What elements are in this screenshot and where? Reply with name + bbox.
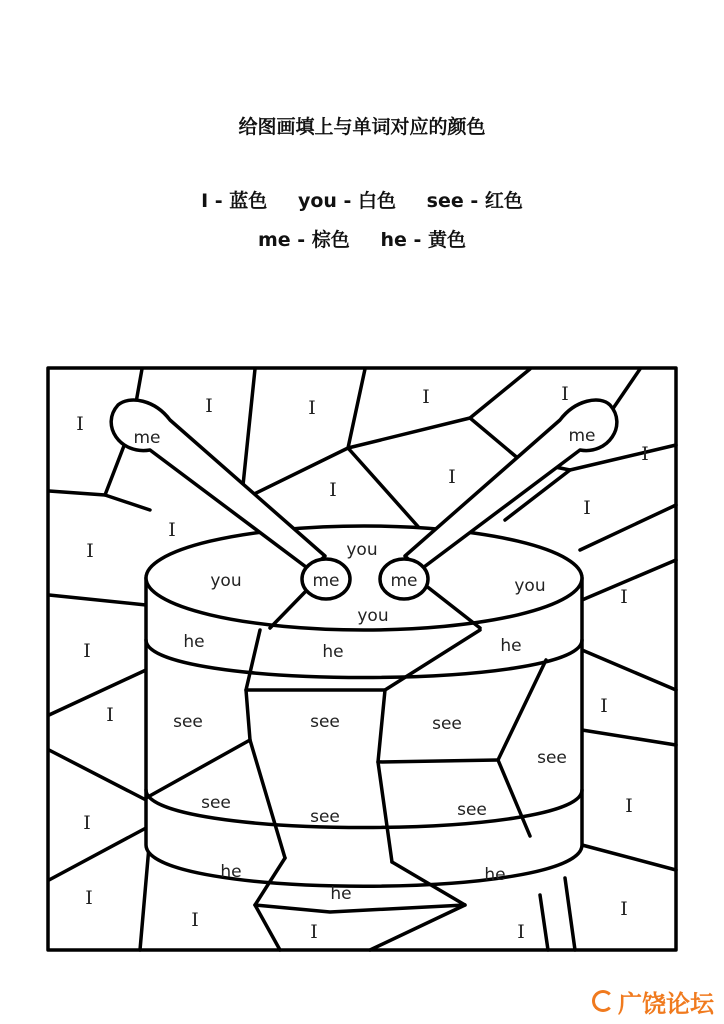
label-see: see (537, 748, 567, 768)
label-i: I (448, 466, 456, 488)
label-i: I (329, 479, 337, 501)
watermark: 广饶论坛 (592, 984, 714, 1018)
label-i: I (583, 497, 591, 519)
label-i: I (106, 704, 114, 726)
label-see: see (173, 712, 203, 732)
label-i: I (620, 898, 628, 920)
label-i: I (76, 413, 84, 435)
forum-logo-icon (592, 990, 614, 1012)
label-see: see (310, 712, 340, 732)
label-i: I (83, 640, 91, 662)
legend-item-see: see - 红色 (426, 190, 523, 212)
label-he: he (330, 884, 352, 904)
label-he: he (484, 865, 506, 885)
label-see: see (432, 714, 462, 734)
label-you: you (210, 571, 242, 591)
legend-item-me: me - 棕色 (257, 229, 350, 251)
label-i: I (641, 443, 649, 465)
label-i: I (600, 695, 608, 717)
label-i: I (561, 383, 569, 405)
label-you: you (346, 540, 378, 560)
label-me: me (390, 571, 418, 591)
legend-item-i: I - 蓝色 (201, 190, 268, 212)
label-i: I (625, 795, 633, 817)
label-see: see (457, 800, 487, 820)
label-i: I (310, 921, 318, 943)
label-i: I (517, 921, 525, 943)
label-me: me (133, 428, 161, 448)
legend-item-he: he - 黄色 (380, 229, 466, 251)
label-i: I (205, 395, 213, 417)
label-i: I (83, 812, 91, 834)
label-see: see (201, 793, 231, 813)
label-i: I (85, 887, 93, 909)
label-i: I (191, 909, 199, 931)
label-he: he (322, 642, 344, 662)
label-he: he (500, 636, 522, 656)
label-see: see (310, 807, 340, 827)
label-me: me (568, 426, 596, 446)
label-i: I (86, 540, 94, 562)
label-i: I (620, 586, 628, 608)
label-me: me (312, 571, 340, 591)
label-you: you (514, 576, 546, 596)
page-title: 给图画填上与单词对应的颜色 (238, 116, 486, 138)
label-you: you (357, 606, 389, 626)
label-i: I (308, 397, 316, 419)
legend-item-you: you - 白色 (297, 190, 397, 212)
label-i: I (422, 386, 430, 408)
label-he: he (183, 632, 205, 652)
label-he: he (220, 862, 242, 882)
label-i: I (168, 519, 176, 541)
